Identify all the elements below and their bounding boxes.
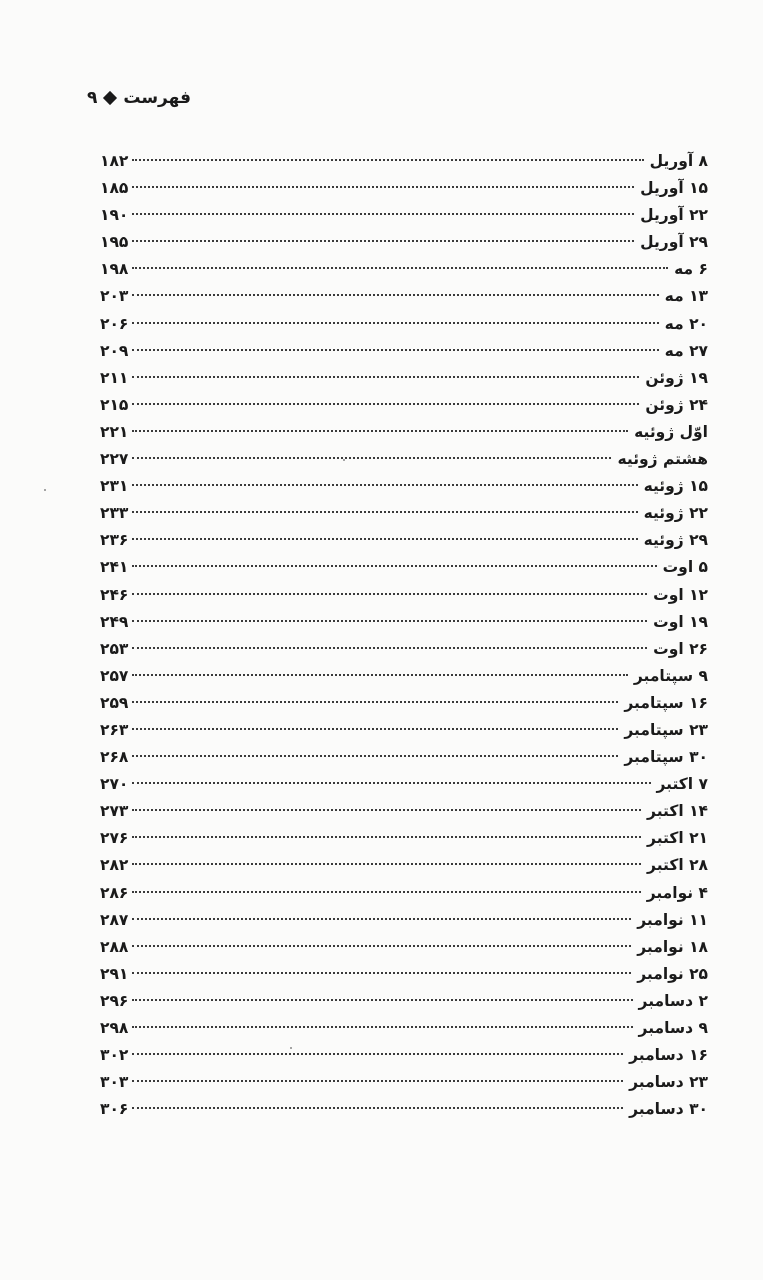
toc-entry-page: ۲۰۳ [100, 287, 129, 306]
toc-entry-page: ۲۹۸ [100, 1019, 129, 1037]
toc-entry [100, 202, 708, 229]
dot-leader [132, 159, 643, 161]
toc-entry-page: ۲۲۱ [100, 422, 129, 441]
toc-entry-page: ۲۴۹ [100, 612, 129, 631]
toc-entry [100, 554, 708, 581]
toc-entry-title: ۷ اکتبر [656, 775, 708, 794]
toc-entry-title: ۳۰ سپتامبر [624, 748, 708, 767]
dot-leader [132, 999, 632, 1001]
dot-leader [132, 349, 658, 351]
toc-entry-title: ۵ اوت [662, 558, 708, 577]
toc-entry-title: ۴ نوامبر [646, 883, 708, 902]
paper-speck [290, 1047, 292, 1049]
toc-entry-title: ۶ مه [674, 260, 708, 279]
toc-entry [100, 744, 708, 771]
toc-entry-page: ۲۲۷ [100, 450, 129, 469]
toc-entry-title: ۲۲ آوریل [640, 206, 708, 225]
toc-entry-page: ۲۶۸ [100, 748, 129, 767]
toc-entry [100, 636, 708, 663]
dot-leader [132, 593, 647, 595]
toc-entry-page: ۱۸۲ [100, 152, 129, 170]
toc-entry-page: ۲۸۶ [100, 883, 129, 902]
toc-entry-title: ۱۶ دسامبر [629, 1046, 708, 1065]
toc-entry [100, 338, 708, 365]
toc-entry-title: ۳۰ دسامبر [629, 1100, 708, 1119]
dot-leader [132, 782, 650, 784]
toc-entry-page: ۲۴۱ [100, 558, 129, 577]
dot-leader [132, 213, 634, 215]
toc-entry-page: ۲۱۱ [100, 368, 129, 387]
toc-entry-page: ۱۹۰ [100, 206, 129, 225]
dot-leader [132, 945, 631, 947]
toc-entry-title: ۹ سپتامبر [633, 666, 708, 685]
toc-entry [100, 934, 708, 961]
dot-leader [132, 728, 618, 730]
toc-entry-page: ۱۹۸ [100, 260, 129, 279]
toc-entry [100, 771, 708, 798]
toc-entry-page: ۲۷۰ [100, 775, 129, 794]
toc-entry-title: ۲۵ نوامبر [637, 964, 708, 983]
toc-entry-page: ۲۵۹ [100, 693, 129, 712]
dot-leader [132, 1080, 623, 1082]
toc-entry-title: ۹ دسامبر [638, 1019, 708, 1037]
dot-leader [132, 240, 634, 242]
toc-entry [100, 1015, 708, 1042]
toc-entry [100, 527, 708, 554]
toc-entry-title: ۲۰ مه [664, 314, 708, 333]
toc-entry-title: ۲۹ آوریل [640, 233, 708, 252]
toc-entry-title: ۸ آوریل [649, 152, 708, 170]
toc-entry-page: ۲۹۱ [100, 964, 129, 983]
toc-entry-page: ۲۷۶ [100, 829, 129, 848]
toc-entry [100, 256, 708, 283]
toc-entry-page: ۱۹۵ [100, 233, 129, 252]
toc-entry-page: ۲۳۳ [100, 504, 129, 523]
dot-leader [132, 863, 641, 865]
toc-entry-page: ۲۰۶ [100, 314, 129, 333]
toc-entry [100, 717, 708, 744]
toc-entry-title: ۲۳ دسامبر [629, 1073, 708, 1092]
toc-entry-title: ۱۸ نوامبر [637, 937, 708, 956]
paper-speck [343, 459, 345, 461]
table-of-contents [100, 148, 708, 1123]
toc-entry [100, 907, 708, 934]
toc-entry-page: ۲۷۳ [100, 802, 129, 821]
toc-entry-page: ۲۳۱ [100, 477, 129, 496]
toc-entry-title: ۲۳ سپتامبر [624, 720, 708, 739]
dot-leader [132, 647, 647, 649]
toc-entry-title: ۱۹ ژوئن [645, 368, 708, 387]
diamond-icon [103, 91, 117, 105]
toc-entry-page: ۳۰۲ [100, 1046, 129, 1065]
toc-entry-page: ۲۴۶ [100, 585, 129, 604]
toc-entry-title: ۲۸ اکتبر [647, 856, 708, 875]
toc-entry [100, 365, 708, 392]
toc-entry-title: ۱۱ نوامبر [637, 910, 708, 929]
toc-entry [100, 148, 708, 175]
dot-leader [132, 322, 658, 324]
toc-entry [100, 311, 708, 338]
toc-entry-title: ۲۷ مه [664, 341, 708, 360]
dot-leader [132, 565, 656, 567]
toc-entry-page: ۲۰۹ [100, 341, 129, 360]
toc-entry-title: ۱۵ ژوئیه [643, 477, 708, 496]
toc-entry [100, 1042, 708, 1069]
dot-leader [132, 1026, 632, 1028]
toc-entry [100, 1069, 708, 1096]
running-head [87, 88, 191, 108]
toc-entry [100, 988, 708, 1015]
dot-leader [132, 267, 668, 269]
toc-entry-title: ۲۱ اکتبر [647, 829, 708, 848]
section-title: فهرست [123, 88, 191, 108]
toc-entry [100, 175, 708, 202]
dot-leader [132, 511, 637, 513]
toc-entry [100, 500, 708, 527]
toc-entry [100, 798, 708, 825]
dot-leader [132, 809, 641, 811]
toc-entry-page: ۲۱۵ [100, 395, 129, 414]
paper-speck [44, 489, 46, 491]
page-number: ۹ [86, 88, 98, 108]
dot-leader [132, 1053, 623, 1055]
toc-entry-page: ۳۰۳ [100, 1073, 129, 1092]
toc-entry-title: ۱۴ اکتبر [647, 802, 708, 821]
toc-entry-title: ۲۹ ژوئیه [643, 531, 708, 550]
toc-entry [100, 663, 708, 690]
toc-entry-page: ۲۶۳ [100, 720, 129, 739]
dot-leader [132, 755, 618, 757]
toc-entry-page: ۳۰۶ [100, 1100, 129, 1119]
dot-leader [132, 403, 639, 405]
dot-leader [132, 186, 634, 188]
toc-entry [100, 961, 708, 988]
toc-entry [100, 690, 708, 717]
toc-entry [100, 229, 708, 256]
toc-entry [100, 446, 708, 473]
toc-entry-title: ۱۹ اوت [653, 612, 708, 631]
dot-leader [132, 701, 618, 703]
toc-entry-page: ۲۸۷ [100, 910, 129, 929]
toc-entry-title: ۲ دسامبر [638, 991, 708, 1010]
toc-entry-title: اوّل ژوئیه [634, 422, 708, 441]
toc-entry [100, 582, 708, 609]
toc-entry [100, 392, 708, 419]
dot-leader [132, 1107, 623, 1109]
toc-entry [100, 880, 708, 907]
toc-entry-page: ۲۹۶ [100, 991, 129, 1010]
dot-leader [132, 674, 627, 676]
toc-entry [100, 283, 708, 310]
dot-leader [132, 457, 611, 459]
dot-leader [132, 294, 658, 296]
toc-entry-page: ۲۳۶ [100, 531, 129, 550]
dot-leader [132, 484, 637, 486]
toc-entry-page: ۲۸۲ [100, 856, 129, 875]
toc-entry-title: ۲۴ ژوئن [645, 395, 708, 414]
toc-entry-title: ۱۶ سپتامبر [624, 693, 708, 712]
toc-entry-title: ۱۵ آوریل [640, 179, 708, 198]
toc-entry [100, 852, 708, 879]
dot-leader [132, 538, 637, 540]
toc-entry-title: ۱۲ اوت [653, 585, 708, 604]
toc-entry-title: ۲۶ اوت [653, 639, 708, 658]
toc-entry-title: ۲۲ ژوئیه [643, 504, 708, 523]
toc-entry-page: ۲۵۷ [100, 666, 129, 685]
toc-entry-page: ۱۸۵ [100, 179, 129, 198]
dot-leader [132, 430, 628, 432]
dot-leader [132, 620, 647, 622]
toc-entry [100, 1096, 708, 1123]
dot-leader [132, 836, 641, 838]
dot-leader [132, 918, 631, 920]
toc-entry-title: هشتم ژوئیه [617, 450, 708, 469]
toc-entry [100, 609, 708, 636]
toc-entry-page: ۲۸۸ [100, 937, 129, 956]
toc-entry [100, 473, 708, 500]
dot-leader [132, 891, 640, 893]
toc-entry [100, 825, 708, 852]
dot-leader [132, 376, 639, 378]
toc-entry [100, 419, 708, 446]
toc-entry-title: ۱۳ مه [664, 287, 708, 306]
dot-leader [132, 972, 631, 974]
toc-entry-page: ۲۵۳ [100, 639, 129, 658]
